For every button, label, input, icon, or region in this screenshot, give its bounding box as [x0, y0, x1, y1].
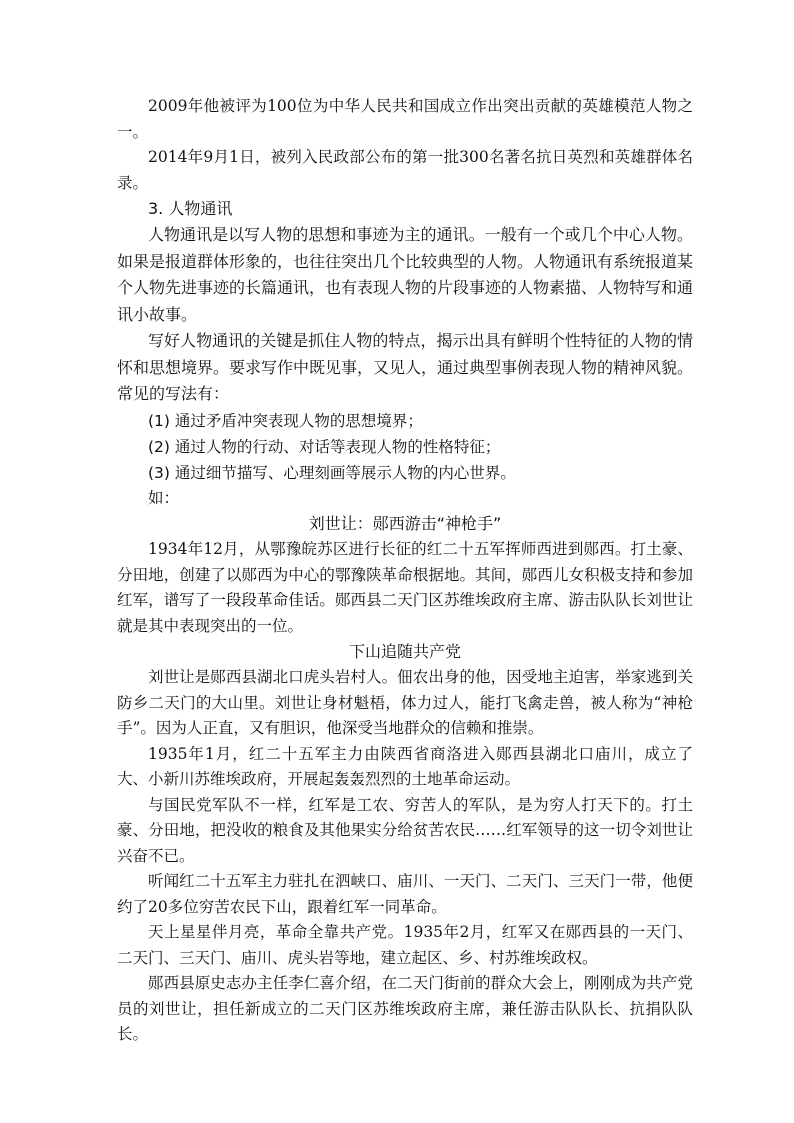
paragraph-honor-2014: 2014年9月1日，被列入民政部公布的第一批300名著名抗日英烈和英雄群体名录。	[117, 148, 693, 192]
paragraph-honor-2009: 2009年他被评为100位为中华人民共和国成立作出突出贡献的英雄模范人物之一。	[117, 97, 693, 141]
article-paragraph: 听闻红二十五军主力驻扎在泗峡口、庙川、一天门、二天门、三天门一带，他便约了20多位穷苦农民下山，跟着红军一同革命。	[117, 872, 693, 916]
article-paragraph: 刘世让是郧西县湖北口虎头岩村人。佃农出身的他，因受地主迫害，举家逃到关防乡二天门的大山里。刘世让身材魁梧，体力过人，能打飞禽走兽，被人称为“神枪手”。因为人正直，又有胆识，他深受当地群众的信赖和推崇。	[117, 668, 693, 737]
document-page	[117, 94, 693, 1048]
article-paragraph: 郧西县原史志办主任李仁喜介绍，在二天门街前的群众大会上，刚刚成为共产党员的刘世让，担任新成立的二天门区苏维埃政府主席，兼任游击队队长、抗捐队队长。	[117, 974, 693, 1043]
method-item-1: (1) 通过矛盾冲突表现人物的思想境界；	[148, 411, 423, 430]
article-paragraph: 1935年1月，红二十五军主力由陕西省商洛进入郧西县湖北口庙川，成立了大、小新川苏维埃政府，开展起轰轰烈烈的土地革命运动。	[117, 744, 693, 788]
article-lead: 1934年12月，从鄂豫皖苏区进行长征的红二十五军挥师西进到郧西。打土豪、分田地，创建了以郧西为中心的鄂豫陕革命根据地。其间，郧西儿女积极支持和参加红军，谱写了一段段革命佳话。郧西县二天门区苏维埃政府主席、游击队队长刘世让就是其中表现突出的一位。	[117, 540, 693, 635]
method-item-3: (3) 通过细节描写、心理刻画等展示人物的内心世界。	[148, 463, 516, 482]
section-heading: 3. 人物通讯	[148, 199, 233, 218]
example-label: 如：	[148, 488, 180, 507]
article-paragraph: 天上星星伴月亮，革命全靠共产党。1935年2月，红军又在郧西县的一天门、二天门、三天门、庙川、虎头岩等地，建立起区、乡、村苏维埃政权。	[117, 923, 693, 967]
intro-paragraph-key-points: 写好人物通讯的关键是抓住人物的特点，揭示出具有鲜明个性特征的人物的情怀和思想境界。要求写作中既见事，又见人，通过典型事例表现人物的精神风貌。常见的写法有：	[117, 331, 694, 403]
intro-paragraph-definition: 人物通讯是以写人物的思想和事迹为主的通讯。一般有一个或几个中心人物。如果是报道群体形象的，也往往突出几个比较典型的人物。人物通讯有系统报道某个人物先进事迹的长篇通讯，也有表现人物的片段事迹的人物素描、人物特写和通讯小故事。	[117, 225, 694, 324]
article-paragraph: 与国民党军队不一样，红军是工农、穷苦人的军队，是为穷人打天下的。打土豪、分田地，把没收的粮食及其他果实分给贫苦农民……红军领导的这一切令刘世让兴奋不已。	[117, 795, 693, 865]
method-item-2: (2) 通过人物的行动、对话等表现人物的性格特征；	[148, 437, 501, 456]
article-title: 刘世让：郧西游击“神枪手”	[308, 514, 502, 533]
article-subtitle: 下山追随共产党	[348, 642, 461, 661]
